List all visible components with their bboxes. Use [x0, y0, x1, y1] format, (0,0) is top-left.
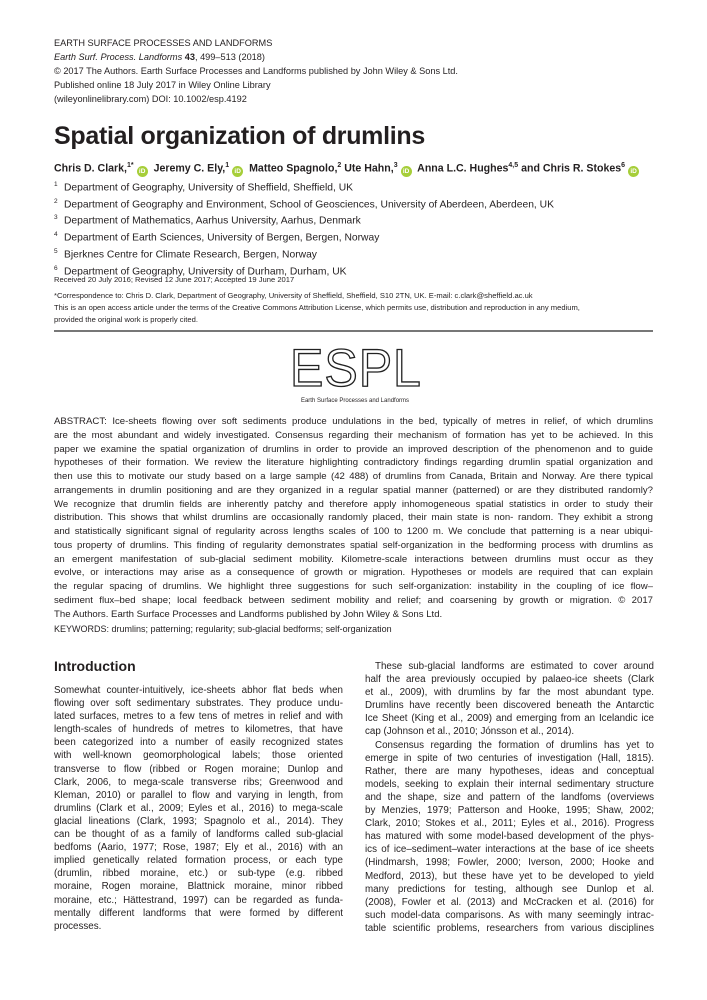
- logo-caption: Earth Surface Processes and Landforms: [300, 398, 410, 404]
- affiliation-text: Bjerknes Centre for Climate Research, Bergen, Norway: [64, 249, 317, 261]
- author-name: Anna L.C. Hughes: [417, 162, 509, 175]
- correspondence: *Correspondence to: Chris D. Clark, Department of Geography, University of Sheffield, Sheffield, S10 2TN, UK. E-mail: c.clark@sheffield.ac.uk: [54, 291, 533, 300]
- text-line: et al., 2009), with drumlins by far the most abundant type.: [365, 687, 654, 699]
- text-line: Ice Sheet (King et al., 2009) and emerging from an Icelandic ice: [365, 713, 654, 725]
- text-line: evolve, or interactions may arise as a consequence of growth or migration. Hypotheses or models are required that can explain: [54, 567, 653, 579]
- text-line: with well-known geomorphological labels; those oriented: [54, 750, 343, 762]
- orcid-icon[interactable]: iD: [628, 166, 639, 177]
- affiliation-number: 4: [54, 231, 58, 239]
- abstract: [54, 415, 653, 621]
- text-line: flowing over soft sedimentary substrates. They produce undu-: [54, 698, 343, 710]
- text-line: Clark, 2006, to mega-scale transverse ribs; Greenwood and: [54, 776, 343, 788]
- doi[interactable]: (wileyonlinelibrary.com) DOI: 10.1002/esp.4192: [54, 94, 247, 104]
- orcid-icon[interactable]: iD: [232, 166, 243, 177]
- author-name: Chris D. Clark,: [54, 162, 128, 175]
- citation: [54, 50, 458, 64]
- affiliation-text: Department of Geography, University of Sheffield, Sheffield, UK: [64, 182, 354, 194]
- affiliation: [54, 178, 554, 195]
- keywords: KEYWORDS: drumlins; patterning; regularity; sub-glacial bedforms; self-organization: [54, 624, 392, 634]
- affiliation: [54, 245, 554, 262]
- paper-title: Spatial organization of drumlins: [54, 122, 425, 150]
- text-line: These sub-glacial landforms are estimated to cover around: [375, 661, 654, 672]
- text-line: table scientific problems, researchers from various disciplines: [365, 922, 654, 934]
- text-line: distribution. This shows that whilst drumlins are occasionally randomly placed, their main state is non- random. They exhibit a strong: [54, 512, 653, 524]
- author-list: [54, 162, 642, 177]
- text-line: are the most abundant and widely investigated. Consensus regarding their mechanism of formation has yet to be achieved. In this: [54, 429, 653, 441]
- affiliation: [54, 211, 554, 228]
- author-affiliation-mark: 3: [393, 162, 398, 169]
- text-line: Rather, there are many hypotheses, ideas and conceptual: [365, 765, 654, 777]
- text-line: moraine, etc.; Hättestrand, 1997) can be regarded as funda-: [54, 894, 343, 906]
- text-line: by Menzies, 1979; Patterson and Hooke, 1995; Shaw, 2002;: [365, 805, 654, 817]
- text-line: bedfoms (Aario, 1977; Rose, 1987; Ely et al., 2016) with an: [54, 842, 343, 854]
- text-line: transverse to flow (ribbed or Rogen moraine; Dunlop and: [54, 763, 343, 775]
- journal-header: [54, 36, 458, 106]
- author-name: and Chris R. Stokes: [521, 162, 622, 175]
- text-line: Drumlins have recently been discovered beneath the Antarctic: [365, 700, 654, 712]
- affiliation-text: Department of Geography and Environment, School of Geosciences, University of Aberdeen, Aberdeen, UK: [64, 199, 554, 211]
- text-line: paper we examine the spatial organization of drumlins in order to provide an improved description of the phenomenon and to guide: [54, 443, 653, 455]
- text-line: drumlins (Clark et al., 2009; Eyles et al., 2016) to mega-scale: [54, 802, 343, 814]
- affiliation-text: Department of Mathematics, Aarhus University, Aarhus, Denmark: [64, 215, 361, 227]
- affiliation-number: 6: [54, 264, 58, 272]
- section-heading: Introduction: [54, 658, 136, 674]
- text-line: the regular spacing of drumlins. We highlight three suggestions for such self-organization: instability in the coupling of ice flow–: [54, 581, 653, 592]
- citation-volume: 43: [184, 52, 195, 62]
- affiliation: [54, 228, 554, 245]
- text-line: emerge in spite of two centuries of investigation (Hall, 1815).: [365, 752, 654, 764]
- text-line: and statistically significant signal of regularity across lengths scales of 100 to 1200 m. We conclude that patterning is a near ubiqui-: [54, 526, 653, 537]
- author-name: Jeremy C. Ely,: [153, 162, 226, 175]
- author-name: Matteo Spagnolo,: [249, 162, 338, 175]
- text-line: cap (Johnson et al., 2010; Jónsson et al., 2014).: [365, 726, 575, 738]
- text-line: many predictions for testing, although see Dunlop et al.: [365, 883, 654, 895]
- text-line: Medford, 2013), but these have yet to be developed to yield: [365, 870, 654, 882]
- affiliation-text: Department of Earth Sciences, University of Bergen, Bergen, Norway: [64, 232, 380, 244]
- text-line: and the shape, size and pattern of the landfoms (overviews: [365, 791, 654, 803]
- logo-mark: ESPL: [290, 338, 422, 398]
- text-line: ics of ice–sediment–water interactions at the base of ice sheets: [365, 844, 654, 856]
- text-line: (drumlin, ribbed moraine, etc.) or sub-type (e.g. ribbed: [54, 868, 343, 880]
- text-line: mentally different landforms that were formed by different: [54, 907, 343, 919]
- text-line: The Authors. Earth Surface Processes and Landforms published by John Wiley & Sons Ltd.: [54, 608, 443, 620]
- affiliation: [54, 195, 554, 212]
- author-affiliation-mark: 1*: [127, 162, 134, 169]
- affiliation-number: 5: [54, 247, 58, 255]
- license-line-2: provided the original work is properly cited.: [54, 315, 198, 324]
- author-affiliation-mark: 4,5: [508, 162, 519, 169]
- text-line: arrangements in drumlin positioning and are they organized in a regular spatial manner (patterned) or are they distributed randomly?: [54, 484, 653, 496]
- text-line: lated surfaces, metres to a few tens of metres in relief and with: [54, 711, 343, 723]
- author-affiliation-mark: 6: [621, 162, 626, 169]
- text-line: ABSTRACT: Ice-sheets flowing over soft sediments produce undulations in the bed, typically of metres in relief, of which drumlins: [54, 416, 653, 427]
- text-line: models, seeking to explain their internal sedimentary structure: [365, 778, 654, 790]
- text-line: processes.: [54, 920, 102, 932]
- text-line: glacial lineations (Clark, 1993; Spagnolo et al., 2014). They: [54, 815, 343, 827]
- text-line: been categorized into a number of easily recognized states: [54, 737, 343, 749]
- text-line: (Hindmarsh, 1998; Fowler, 2000; Iverson, 2000; Hooke and: [365, 857, 654, 869]
- affiliation-number: 3: [54, 214, 58, 222]
- orcid-icon[interactable]: iD: [401, 166, 412, 177]
- citation-journal: Earth Surf. Process. Landforms: [54, 52, 183, 62]
- citation-pages: , 499–513 (2018): [194, 52, 265, 62]
- author-name: Ute Hahn,: [344, 162, 394, 175]
- affiliation-number: 1: [54, 181, 58, 188]
- license-line-1: This is an open access article under the terms of the Creative Commons Attribution License, which permits use, distribution and reproduction in any medium,: [54, 303, 580, 312]
- text-line: sediment flux–bed shape; local feedback between sediment mobility and relief; and coarsening by growth or migration. © 2017: [54, 594, 653, 606]
- text-line: (2008), Fowler et al. (2013) and McCracken et al. (2016) for: [365, 896, 654, 908]
- published-line: Published online 18 July 2017 in Wiley Online Library: [54, 80, 271, 90]
- right-column: [365, 660, 654, 935]
- text-line: moraine, Rogen moraine, Blattnick moraine, minor ribbed: [54, 881, 343, 893]
- text-line: Clark, 2010; Stokes et al., 2011; Eyles et al., 2016). Progress: [365, 818, 654, 830]
- text-line: length-scales of hundreds of metres to kilometres, that have: [54, 724, 343, 736]
- copyright: © 2017 The Authors. Earth Surface Processes and Landforms published by John Wiley & Sons Ltd.: [54, 66, 458, 76]
- text-line: such model-data comparisons. As with many seemingly intrac-: [365, 909, 654, 921]
- author-affiliation-mark: 1: [225, 162, 230, 169]
- affiliation-list: [54, 178, 554, 278]
- text-line: tous property of drumlins. This finding of regularity demonstrates spatial self-organization in the bedforming process with drumlins as: [54, 539, 653, 551]
- espl-logo: [290, 338, 422, 404]
- text-line: has matured with some model-based development of the phys-: [365, 831, 654, 843]
- text-line: half the area previously occupied by palaeo-ice sheets (Clark: [365, 674, 654, 686]
- left-column: [54, 684, 343, 933]
- divider: [54, 330, 653, 332]
- affiliation-text: Department of Geography, University of Durham, Durham, UK: [64, 266, 347, 278]
- text-line: hypotheses of their formation. We review the literature highlighting contradictory findings regarding drumlin spatial organization and: [54, 457, 653, 469]
- text-line: implied genetically related formation process, or each type: [54, 855, 343, 867]
- text-line: We recognize that drumlin fields are inherently patchy and therefore apply inhomogeneous spatial statistics in order to study their: [54, 498, 653, 510]
- author-affiliation-mark: 2: [337, 162, 342, 169]
- received-dates: Received 20 July 2016; Revised 12 June 2017; Accepted 19 June 2017: [54, 275, 295, 284]
- orcid-icon[interactable]: iD: [137, 166, 148, 177]
- text-line: can be thought of as a family of landforms called sub-glacial: [54, 829, 343, 841]
- text-line: then use this to motivate our study based on a large sample (42 488) of drumlins from Canada, Britain and Norway. Are there typical: [54, 471, 653, 482]
- affiliation-number: 2: [54, 197, 58, 205]
- text-line: an emergent manifestation of sub-glacial sediment mobility. Kilometre-scale interactions between drumlins must occur as they: [54, 553, 653, 565]
- text-line: Kleman, 2010) or parallel to flow and varying in length, from: [54, 789, 343, 801]
- journal-name: EARTH SURFACE PROCESSES AND LANDFORMS: [54, 38, 273, 48]
- text-line: Consensus regarding the formation of drumlins has yet to: [375, 739, 654, 751]
- text-line: Somewhat counter-intuitively, ice-sheets abhor flat beds when: [54, 685, 343, 696]
